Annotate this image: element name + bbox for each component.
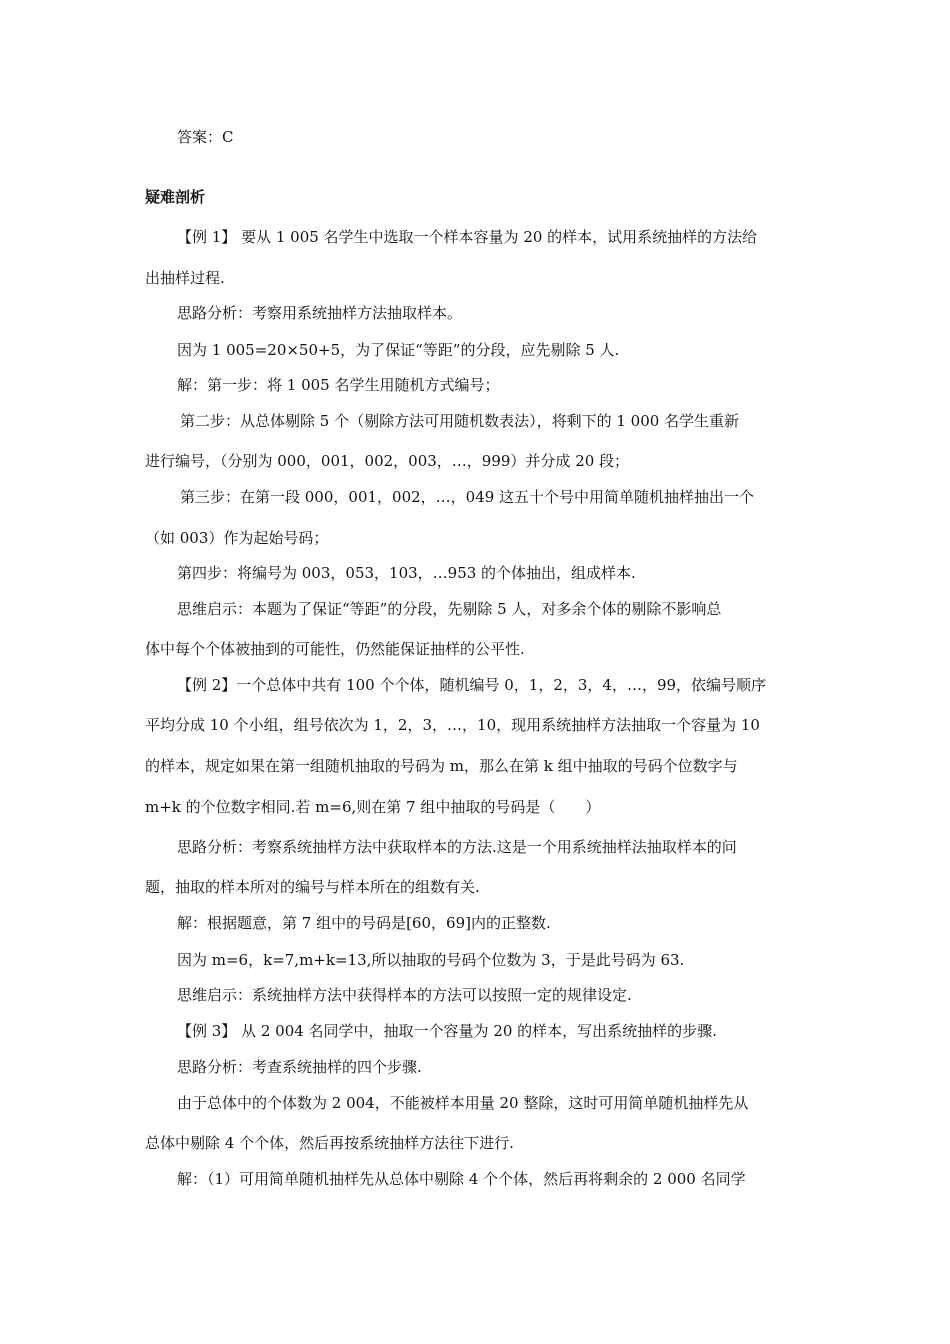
- text-line: 由于总体中的个体数为 2 004，不能被样本用量 20 整除，这时可用简单随机抽样先从: [177, 1094, 749, 1112]
- text-line: 第四步：将编号为 003，053，103，…953 的个体抽出，组成样本.: [177, 564, 636, 582]
- text-line: 解：（1）可用简单随机抽样先从总体中剔除 4 个个体，然后再将剩余的 2 000 名同学: [177, 1170, 746, 1188]
- text-line: 平均分成 10 个小组，组号依次为 1，2，3，…，10，现用系统抽样方法抽取一个容量为 10: [145, 716, 760, 734]
- text-line: 出抽样过程.: [145, 269, 225, 287]
- text-line: （如 003）作为起始号码；: [145, 529, 329, 547]
- text-line: 【例 2】一个总体中共有 100 个个体，随机编号 0，1，2，3，4，…，99，依编号顺序: [177, 676, 767, 694]
- text-line: 体中每个个体被抽到的可能性，仍然能保证抽样的公平性.: [145, 640, 525, 658]
- text-line: 解：根据题意，第 7 组中的号码是[60，69]内的正整数.: [177, 914, 551, 932]
- text-line: 因为 1 005=20×50+5，为了保证“等距”的分段，应先剔除 5 人.: [177, 341, 620, 359]
- text-line: 进行编号，（分别为 000，001，002，003，…，999）并分成 20 段；: [145, 452, 630, 470]
- text-line: 思路分析：考查系统抽样的四个步骤.: [177, 1058, 422, 1076]
- answer-line: 答案：C: [177, 128, 234, 146]
- section-title: 疑难剖析: [145, 188, 206, 206]
- text-line: 第三步：在第一段 000，001，002，…，049 这五十个号中用简单随机抽样抽出一个: [180, 488, 755, 506]
- text-line: 思路分析：考察系统抽样方法中获取样本的方法.这是一个用系统抽样法抽取样本的问: [177, 838, 737, 856]
- text-line: 思维启示：系统抽样方法中获得样本的方法可以按照一定的规律设定.: [177, 986, 632, 1004]
- text-line: m+k 的个位数字相同.若 m=6,则在第 7 组中抽取的号码是（ ）: [145, 798, 601, 816]
- text-line: 思路分析：考察用系统抽样方法抽取样本。: [177, 304, 463, 322]
- text-line: 解：第一步：将 1 005 名学生用随机方式编号；: [177, 376, 500, 394]
- text-line: 的样本，规定如果在第一组随机抽取的号码为 m，那么在第 k 组中抽取的号码个位数字与: [145, 757, 738, 775]
- text-line: 【例 1】 要从 1 005 名学生中选取一个样本容量为 20 的样本，试用系统抽样的方法给: [177, 228, 758, 246]
- text-line: 【例 3】 从 2 004 名同学中，抽取一个容量为 20 的样本，写出系统抽样的步骤.: [177, 1022, 717, 1040]
- text-line: 思维启示：本题为了保证“等距”的分段，先剔除 5 人，对多余个体的剔除不影响总: [177, 600, 722, 618]
- text-line: 总体中剔除 4 个个体，然后再按系统抽样方法往下进行.: [145, 1134, 514, 1152]
- text-line: 因为 m=6，k=7,m+k=13,所以抽取的号码个位数为 3，于是此号码为 63.: [177, 951, 685, 969]
- text-line: 题，抽取的样本所对的编号与样本所在的组数有关.: [145, 878, 480, 896]
- text-line: 第二步：从总体剔除 5 个（剔除方法可用随机数表法），将剩下的 1 000 名学生重新: [180, 412, 740, 430]
